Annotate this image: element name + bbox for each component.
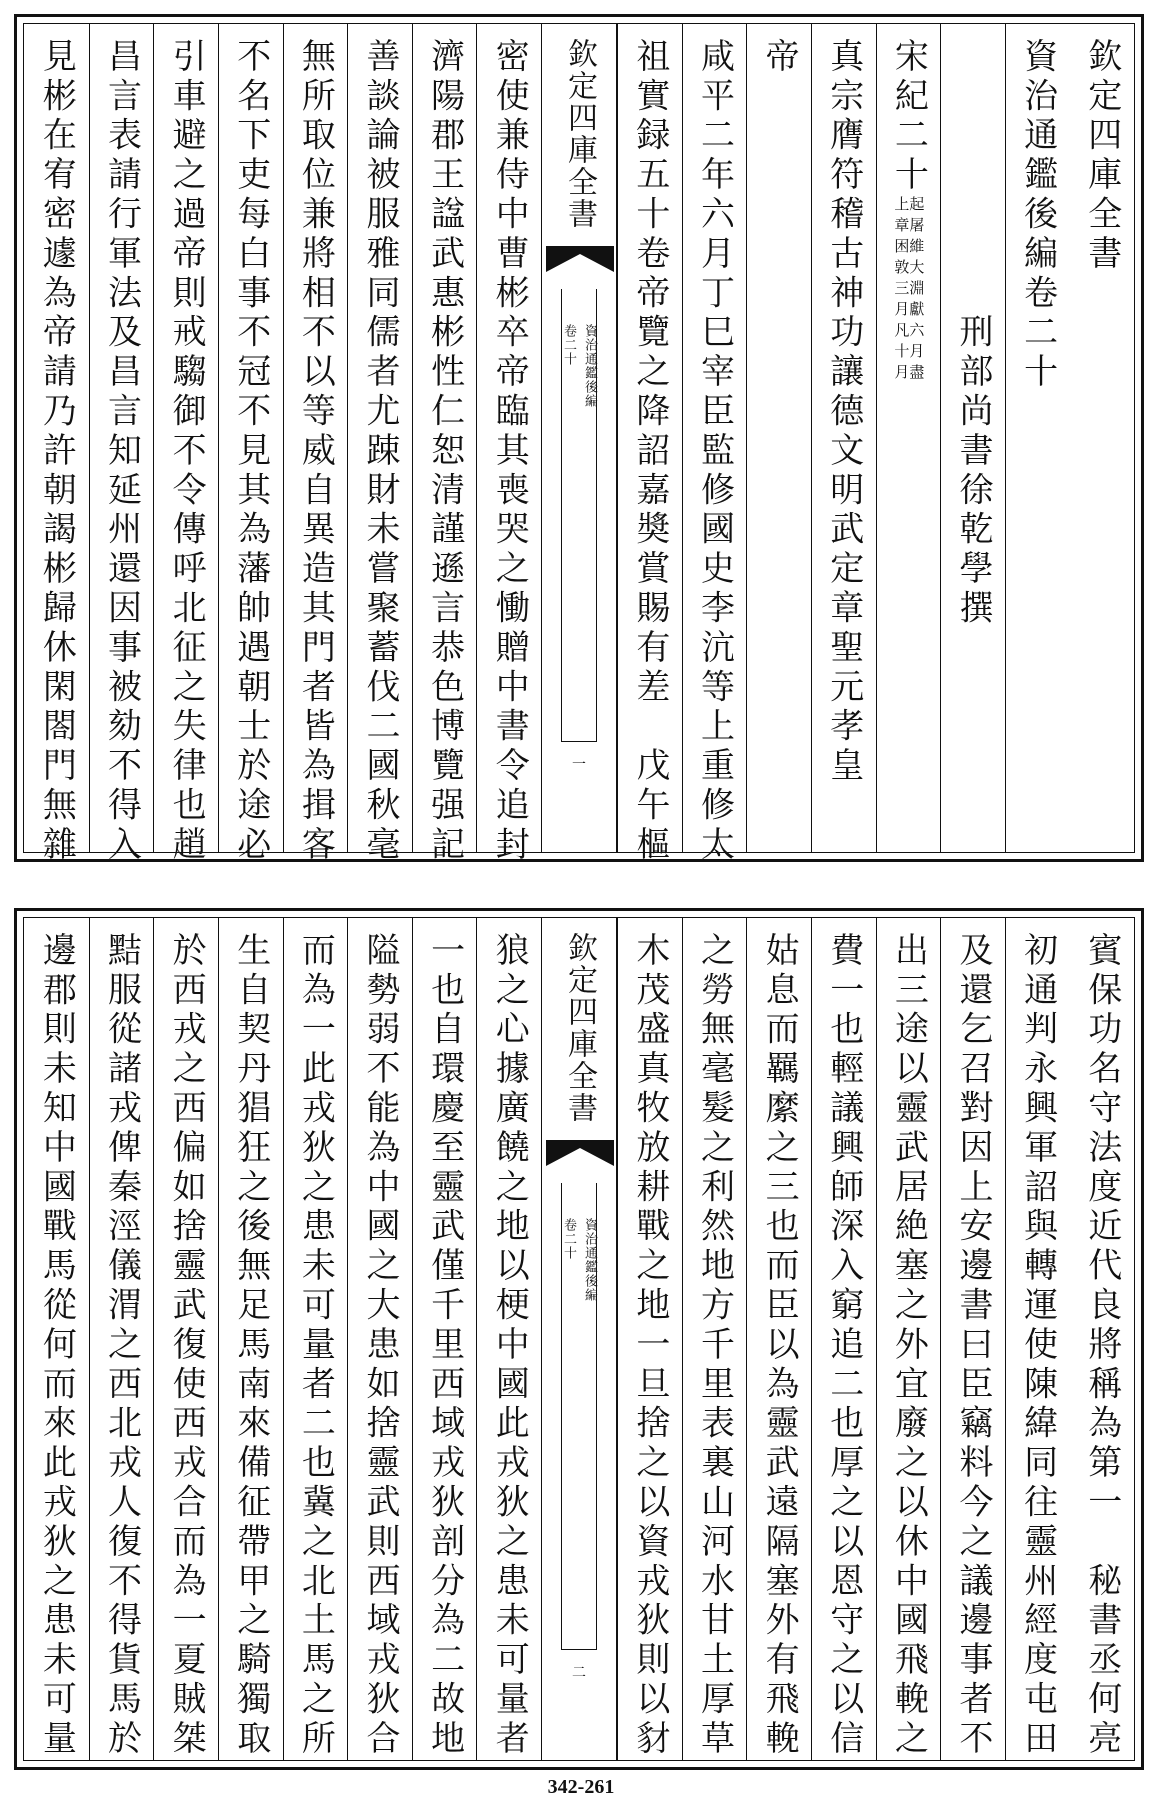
column-text: 咸平二年六月丁巳宰臣監修國史李沆等上重修太: [694, 38, 735, 866]
text-column: [347, 918, 412, 1760]
top-page: [14, 14, 1144, 866]
text-column: [1005, 918, 1070, 1760]
text-column: [617, 918, 682, 1760]
text-column: [746, 918, 811, 1760]
text-column: [412, 918, 477, 1760]
gutter-leaf-number: 二: [572, 1665, 586, 1681]
text-column: [1069, 24, 1134, 852]
text-column: [89, 918, 154, 1760]
column-text: 之勞無毫髮之利然地方千里表裏山河水甘土厚草: [694, 932, 735, 1760]
text-column: [617, 24, 682, 866]
column-text: 黠服從諸戎俾秦涇儀渭之西北戎人復不得貨馬於: [101, 932, 142, 1760]
text-column: [1069, 918, 1134, 1760]
column-text: 密使兼侍中曹彬卒帝臨其喪哭之慟贈中書令追封: [489, 38, 530, 866]
column-text: 木茂盛真牧放耕戰之地一旦捨之以資戎狄則以豺: [629, 932, 670, 1760]
column-text: 濟陽郡王諡武惠彬性仁恕清謹遜言恭色博覽强記: [424, 38, 465, 866]
annotation-line: 上章困敦三月凡十月: [892, 195, 911, 385]
text-column: [940, 24, 1005, 852]
column-text: 欽定四庫全書: [1081, 38, 1122, 275]
column-text: 初通判永興軍詔與轉運使陳緯同往靈州經度屯田: [1017, 932, 1058, 1760]
column-text: 一也自環慶至靈武僅千里西域戎狄剖分為二故地: [424, 932, 465, 1760]
fish-tail-mark: [546, 1140, 614, 1166]
text-column: [218, 24, 283, 866]
column-text: 引車避之過帝則戒騶御不令傳呼北征之失律也趙: [166, 38, 207, 866]
column-text: 費一也輕議興師深入窮追二也厚之以恩守之以信: [823, 932, 864, 1760]
column-text: 無所取位兼將相不以等威自異造其門者皆為揖客: [295, 38, 336, 866]
page-number: 342-261: [547, 1776, 615, 1798]
column-text: 不名下吏每白事不冠不見其為藩帥遇朝士於途必: [230, 38, 271, 866]
text-column: [153, 24, 218, 866]
text-column: [347, 24, 412, 866]
text-column: [476, 24, 541, 866]
bottom-page-frame: [23, 917, 1135, 1761]
text-column: [940, 918, 1005, 1760]
gutter-book: 資治通鑑後編: [582, 324, 597, 408]
text-column: [1005, 24, 1070, 852]
column-text: 昌言表請行軍法及昌言知延州還因事被劾不得入: [101, 38, 142, 866]
annotation-line: 起屠維大淵獻六月盡: [907, 195, 926, 385]
column-text: 真宗膺符稽古神功讓德文明武定章聖元孝皇: [823, 38, 864, 787]
text-column: [218, 918, 283, 1760]
text-column: [811, 24, 876, 852]
column-text: 隘勢弱不能為中國之大患如捨靈武則西域戎狄合: [359, 932, 400, 1760]
text-column: [283, 24, 348, 866]
column-text: 祖實録五十卷帝覽之降詔嘉奬賞賜有差 戊午樞: [629, 38, 670, 866]
column-text: 出三途以靈武居絶塞之外宜廢之以休中國飛輓之: [888, 932, 929, 1760]
text-column: [682, 918, 747, 1760]
column-text: 而為一此戎狄之患未可量者二也冀之北土馬之所: [295, 932, 336, 1760]
subtitle-annotation: [892, 195, 926, 385]
gutter-book-info: [559, 324, 599, 408]
gutter-leaf-number: 一: [572, 757, 586, 773]
gutter-volume: 卷二十: [561, 1218, 576, 1260]
gutter-book-info: [559, 1218, 599, 1302]
gutter-title: 欽定四庫全書: [562, 932, 597, 1124]
text-column: [682, 24, 747, 866]
text-column: [283, 918, 348, 1760]
center-fold-gutter: [541, 24, 617, 852]
column-text: 刑部尚書徐乾學撰: [952, 38, 993, 629]
column-text: 見彬在宥密遽為帝請乃許朝謁彬歸休閑閤門無雜: [36, 38, 77, 866]
column-text: 善談論被服雅同儒者尤踈財未嘗聚蓄伐二國秋毫: [359, 38, 400, 866]
column-text: 生自契丹猖狂之後無足馬南來備征帶甲之騎獨取: [230, 932, 271, 1760]
text-column: [876, 24, 941, 852]
column-text: 及還乞召對因上安邊書曰臣竊料今之議邊事者不: [952, 932, 993, 1760]
column-text: 邊郡則未知中國戰馬從何而來此戎狄之患未可量: [36, 932, 77, 1760]
column-text: 賓保功名守法度近代良將稱為第一 秘書丞何亮: [1081, 932, 1122, 1760]
text-column: [153, 918, 218, 1760]
column-text: 姑息而羈縻之三也而臣以為靈武遠隔塞外有飛輓: [759, 932, 800, 1760]
text-column: [746, 24, 811, 852]
column-text: 於西戎之西偏如捨靈武復使西戎合而為一夏賊桀: [166, 932, 207, 1760]
text-column: [876, 918, 941, 1760]
gutter-volume: 卷二十: [561, 324, 576, 366]
text-column: [476, 918, 541, 1760]
center-fold-gutter: [541, 918, 617, 1760]
bottom-page: [14, 908, 1144, 1770]
gutter-title: 欽定四庫全書: [562, 38, 597, 230]
column-text: 帝: [759, 38, 800, 78]
column-text: 狼之心據廣饒之地以梗中國此戎狄之患未可量者: [489, 932, 530, 1760]
top-page-frame: [23, 23, 1135, 866]
column-text: 宋紀二十: [888, 38, 929, 196]
fish-tail-mark: [546, 246, 614, 272]
text-column: [89, 24, 154, 866]
text-column: [24, 918, 89, 1760]
column-text: 資治通鑑後編卷二十: [1017, 38, 1058, 393]
text-column: [811, 918, 876, 1760]
text-column: [412, 24, 477, 866]
gutter-book: 資治通鑑後編: [582, 1218, 597, 1302]
text-column: [24, 24, 89, 866]
